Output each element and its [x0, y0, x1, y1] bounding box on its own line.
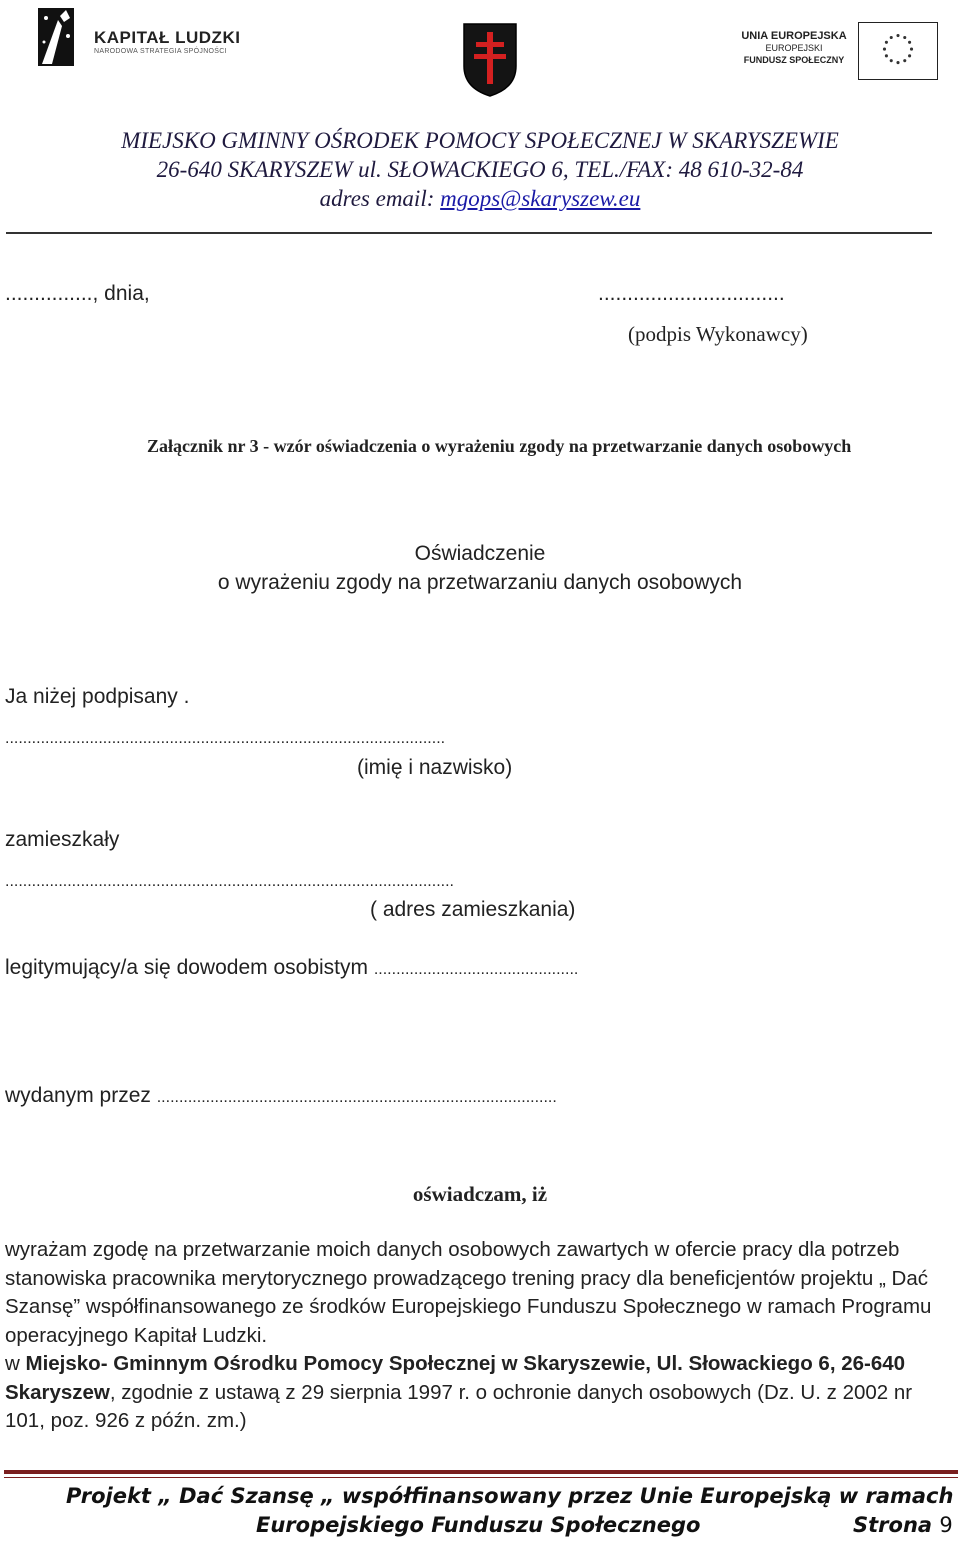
address-caption: ( adres zamieszkania)	[370, 898, 576, 921]
footer-page	[853, 1513, 953, 1537]
signature-caption: (podpis Wykonawcy)	[628, 322, 808, 346]
email-link[interactable]: mgops@skaryszew.eu	[440, 186, 641, 211]
eu-logo-text	[738, 30, 850, 66]
org-name: MIEJSKO GMINNY OŚRODEK POMOCY SPOŁECZNEJ W SKARYSZEWIE	[121, 128, 839, 153]
header-divider	[6, 232, 932, 234]
signature-dots: ................................	[598, 282, 785, 305]
page-label: Strona	[853, 1513, 933, 1537]
eu-logo	[738, 22, 942, 84]
consent-location-law: , zgodnie z ustawą z 29 sierpnia 1997 r. o ochronie danych osobowych (Dz. U. z 2002 nr 101, poz. 926 z późn. zm.)	[5, 1380, 913, 1432]
attachment-title: Załącznik nr 3 - wzór oświadczenia o wyrażeniu zgody na przetwarzanie danych osobowych	[147, 436, 852, 456]
page-number: 9	[939, 1513, 953, 1537]
consent-paragraph	[5, 1236, 955, 1436]
consent-location-prefix: w	[5, 1352, 26, 1375]
footer-fund-line: Europejskiego Funduszu Społecznego	[256, 1513, 701, 1537]
id-dots: ..............................................	[373, 961, 579, 978]
id-label	[5, 954, 578, 984]
org-email-line	[0, 184, 960, 213]
name-caption: (imię i nazwisko)	[357, 756, 513, 779]
eu-logo-line: FUNDUSZ SPOŁECZNY	[743, 55, 845, 65]
kapital-ludzki-logo	[32, 6, 262, 68]
issued-label	[5, 1082, 557, 1112]
eu-logo-line: UNIA EUROPEJSKA	[741, 30, 847, 42]
statement-heading: oświadczam, iż	[412, 1182, 548, 1206]
kapital-ludzki-subtitle: NARODOWA STRATEGIA SPÓJNOŚCI	[94, 48, 227, 55]
footer-project-line: Projekt „ Dać Szansę „ współfinansowany przez Unie Europejską w ramach	[66, 1484, 954, 1508]
declaration-subtitle: o wyrażeniu zgody na przetwarzaniu danych osobowych	[217, 571, 743, 594]
email-label: adres email:	[319, 186, 441, 211]
issued-dots: ..........................................................................................	[156, 1089, 557, 1106]
coat-of-arms-icon	[462, 22, 518, 98]
signed-label: Ja niżej podpisany .	[5, 685, 190, 708]
address-dots: .....................................................................................................	[5, 873, 454, 890]
kapital-ludzki-mark-icon	[32, 6, 80, 68]
footer-divider-thin	[4, 1477, 958, 1478]
org-address: 26-640 SKARYSZEW ul. SŁOWACKIEGO 6, TEL./FAX: 48 610-32-84	[156, 157, 804, 182]
eu-flag-icon	[858, 22, 938, 80]
name-dots: ...................................................................................................	[5, 730, 446, 747]
issued-label-text: wydanym przez	[5, 1084, 151, 1107]
eu-logo-line: EUROPEJSKI	[765, 43, 823, 53]
id-label-text: legitymujący/a się dowodem osobistym	[5, 956, 368, 979]
consent-location	[5, 1350, 955, 1436]
declaration-title: Oświadczenie	[414, 542, 546, 565]
residing-label: zamieszkały	[5, 828, 120, 851]
footer-divider-thick	[4, 1470, 958, 1474]
consent-text: wyrażam zgodę na przetwarzanie moich danych osobowych zawartych w ofercie pracy dla potrzeb stanowiska pracownika merytorycznego prowadzącego trening pracy dla beneficjentów projektu „ Dać Szansę” współfinansowanego ze środków Europejskiego Funduszu Społecznego w ramach Programu operacyjnego Kapitał Ludzki.	[5, 1238, 932, 1347]
consent-location-institution: Miejsko- Gminnym Ośrodku Pomocy Społecznej w Skaryszewie, Ul. Słowackiego 6, 26-640 Skaryszew	[5, 1352, 906, 1404]
date-line: ..............., dnia,	[5, 282, 150, 305]
kapital-ludzki-title: KAPITAŁ LUDZKI	[94, 28, 241, 47]
